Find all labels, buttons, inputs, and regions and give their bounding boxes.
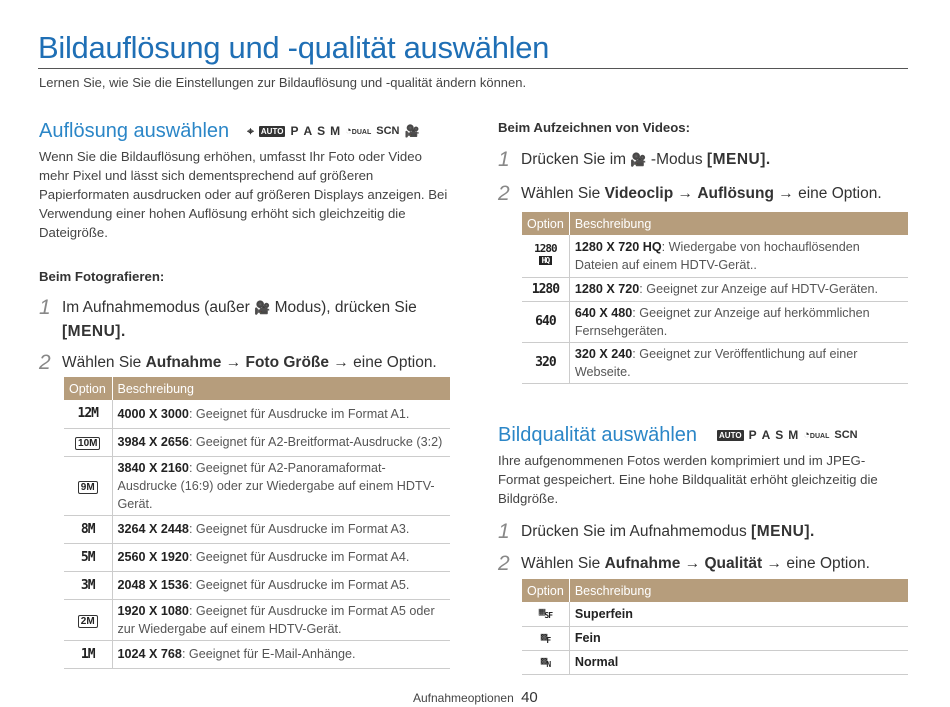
resolution-mode-icons: [247, 124, 419, 139]
table-row: 1280 1280 X 720: Geeignet zur Anzeige auf HDTV-Geräten.: [522, 277, 908, 301]
a-mode-icon: A: [303, 124, 313, 138]
resolution-heading: Auflösung auswählen: [39, 119, 230, 142]
left-column: [39, 117, 451, 375]
quality-superfine-icon: $▦_{SF}$: [538, 605, 553, 621]
table-row: $▩_N$ Normal: [522, 650, 908, 674]
dual-mode-icon: ◔DUAL: [803, 429, 830, 441]
m-mode-icon: M: [788, 428, 799, 442]
res-9m-icon: 9M: [78, 481, 98, 494]
m-mode-icon: M: [330, 124, 341, 138]
table-row: 1280 HQ 1280 X 720 HQ: Wiedergabe von hochauflösenden Dateien auf einem HDTV-Gerät..: [522, 235, 908, 277]
step-number: 1: [498, 148, 510, 171]
movie-mode-icon: 🎥: [630, 152, 647, 167]
video-step-1: 1 Drücken Sie im 🎥 -Modus [MENU].: [498, 148, 771, 171]
option-column-header: Option: [64, 377, 112, 400]
quality-intro: Ihre aufgenommenen Fotos werden komprimiert und im JPEG-Format gespeichert. Eine hohe Bildqualität erhöht gleichzeitig die Bildgröße.: [498, 453, 878, 506]
table-row: 2M 1920 X 1080: Geeignet für Ausdrucke im Format A5 oder zur Wiedergabe auf einem HDTV-Gerät.: [64, 599, 450, 640]
table-row: 320 320 X 240: Geeignet zur Veröffentlichung auf einer Webseite.: [522, 342, 908, 383]
table-row: 3M 2048 X 1536: Geeignet für Ausdrucke im Format A5.: [64, 571, 450, 599]
quality-step-2: 2 Wählen Sie Aufnahme → Qualität → eine Option.: [498, 552, 870, 575]
table-row: 9M 3840 X 2160: Geeignet für A2-Panoramaformat-Ausdrucke (16:9) oder zur Wiedergabe auf einem HDTV-Gerät.: [64, 456, 450, 515]
video-step-2: 2 Wählen Sie Videoclip → Auflösung → eine Option.: [498, 182, 882, 205]
auto-mode-icon: AUTO: [719, 430, 742, 440]
quality-fine-icon: $▩_F$: [540, 629, 551, 645]
res-5m-icon: 5M: [80, 549, 95, 565]
quality-heading: Bildqualität auswählen: [498, 423, 698, 446]
footer-section: Aufnahmeoptionen: [413, 691, 514, 705]
s-mode-icon: S: [775, 428, 784, 442]
res-8m-icon: 8M: [80, 521, 95, 537]
res-3m-icon: 3M: [80, 577, 95, 593]
right-column: [498, 120, 910, 206]
quality-normal-icon: $▩_N$: [540, 653, 551, 669]
a-mode-icon: A: [761, 428, 771, 442]
step-number: 1: [498, 520, 510, 543]
movie-mode-icon: 🎥: [404, 124, 420, 138]
p-mode-icon: P: [290, 124, 299, 138]
page-number: 40: [521, 689, 538, 706]
quality-section: [498, 422, 910, 576]
description-column-header: Beschreibung: [569, 212, 908, 235]
smart-mode-icon: ⌖: [247, 123, 254, 138]
resolution-heading-row: [39, 117, 451, 145]
table-row: 5M 2560 X 1920: Geeignet für Ausdrucke im Format A4.: [64, 543, 450, 571]
movie-mode-icon: 🎥: [254, 300, 271, 315]
step-number: 2: [498, 182, 510, 205]
photo-subhead: Beim Fotografieren:: [39, 269, 165, 284]
description-column-header: Beschreibung: [112, 377, 450, 400]
video-subhead: Beim Aufzeichnen von Videos:: [498, 120, 690, 135]
photo-step-2: 2 Wählen Sie Aufnahme → Foto Größe → eine Option.: [39, 351, 437, 374]
menu-key: [MENU].: [706, 151, 771, 168]
table-row: 12M 4000 X 3000: Geeignet für Ausdrucke im Format A1.: [64, 400, 450, 428]
option-column-header: Option: [522, 212, 569, 235]
photo-resolution-table: [64, 377, 450, 669]
video-640-icon: 640: [535, 314, 556, 329]
quality-table: [522, 579, 908, 675]
table-row: 8M 3264 X 2448: Geeignet für Ausdrucke im Format A3.: [64, 515, 450, 543]
res-12m-icon: 12M: [77, 406, 98, 422]
dual-mode-icon: ◔DUAL: [345, 125, 372, 137]
res-10m-icon: 10M: [75, 437, 100, 450]
page-title: Bildauflösung und -qualität auswählen: [38, 30, 550, 65]
table-row: 1M 1024 X 768: Geeignet für E-Mail-Anhänge.: [64, 640, 450, 668]
video-resolution-table: [522, 212, 908, 384]
video-320-icon: 320: [535, 355, 556, 370]
quality-step-1: 1 Drücken Sie im Aufnahmemodus [MENU].: [498, 520, 815, 543]
res-2m-icon: 2M: [78, 615, 98, 628]
quality-heading-row: [498, 422, 910, 448]
scn-mode-icon: SCN: [376, 125, 400, 137]
p-mode-icon: P: [748, 428, 757, 442]
quality-mode-icons: [717, 428, 858, 442]
step-number: 2: [39, 351, 51, 374]
table-row: $▩_F$ Fein: [522, 626, 908, 650]
scn-mode-icon: SCN: [834, 429, 858, 441]
photo-step-1: 1 Im Aufnahmemodus (außer 🎥 Modus), drücken Sie [MENU].: [39, 296, 417, 340]
table-row: $▦_{SF}$ Superfein: [522, 602, 908, 626]
table-row: 10M 3984 X 2656: Geeignet für A2-Breitformat-Ausdrucke (3:2): [64, 428, 450, 456]
table-row: 640 640 X 480: Geeignet zur Anzeige auf herkömmlichen Fernsehgeräten.: [522, 301, 908, 342]
step-number: 1: [39, 296, 51, 319]
page-footer: [413, 689, 538, 706]
res-1m-icon: 1M: [80, 646, 95, 662]
auto-mode-icon: AUTO: [260, 126, 284, 136]
s-mode-icon: S: [317, 124, 326, 138]
page-subtitle: Lernen Sie, wie Sie die Einstellungen zur Bildauflösung und -qualität ändern können.: [39, 75, 527, 90]
menu-key: [MENU].: [751, 523, 815, 540]
description-column-header: Beschreibung: [569, 579, 908, 602]
resolution-intro: Wenn Sie die Bildauflösung erhöhen, umfasst Ihr Foto oder Video mehr Pixel und lässt sich dementsprechend auf größeren Papierformaten ausdrucken oder auf größeren Displays anzeigen. Bei Verwendung einer hohen Auflösung erhöht sich gleichzeitig die Dateigröße.: [39, 149, 448, 240]
video-1280hq-icon: 1280 HQ: [534, 242, 557, 266]
video-1280-icon: 1280: [531, 281, 560, 297]
step-number: 2: [498, 552, 510, 575]
menu-key: [MENU].: [62, 323, 126, 340]
title-divider: [38, 68, 908, 69]
option-column-header: Option: [522, 579, 569, 602]
